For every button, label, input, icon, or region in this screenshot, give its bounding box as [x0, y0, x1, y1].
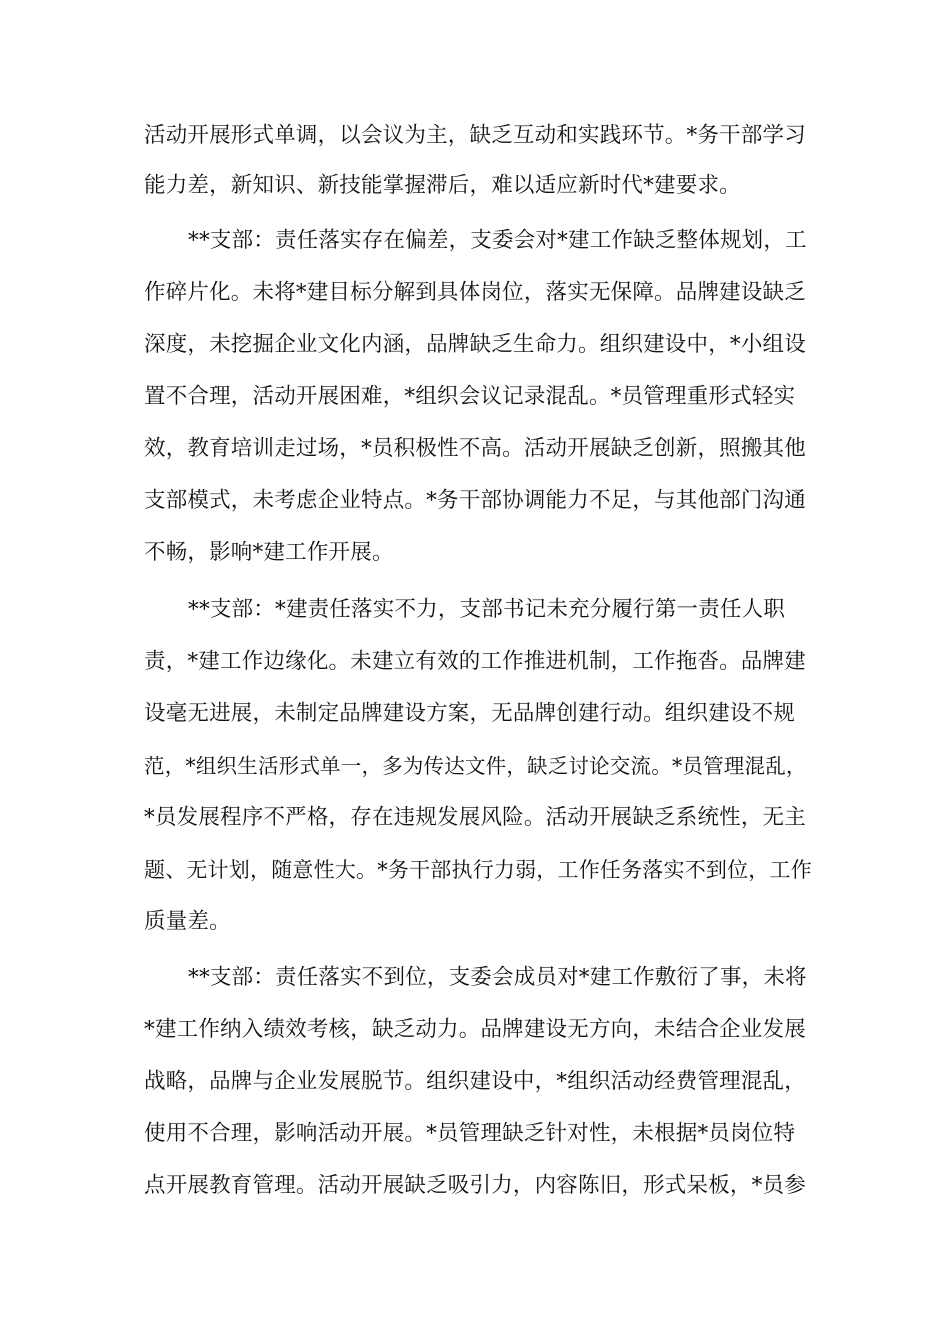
text-line: 质量差。	[144, 909, 231, 934]
text-line: **支部：责任落实不到位，支委会成员对*建工作敷衍了事，未将	[188, 965, 807, 990]
text-line: 题、无计划，随意性大。*务干部执行力弱，工作任务落实不到位，工作	[144, 858, 812, 882]
text-line: 支部模式，未考虑企业特点。*务干部协调能力不足，与其他部门沟通	[144, 488, 806, 513]
text-line: 设毫无进展，未制定品牌建设方案，无品牌创建行动。组织建设不规	[144, 701, 796, 726]
text-line: **支部：*建责任落实不力，支部书记未充分履行第一责任人职	[188, 597, 786, 622]
text-line: 活动开展形式单调，以会议为主，缺乏互动和实践环节。*务干部学习	[144, 123, 806, 148]
text-line: 作碎片化。未将*建目标分解到具体岗位，落实无保障。品牌建设缺乏	[144, 280, 806, 305]
text-line: *员发展程序不严格，存在违规发展风险。活动开展缺乏系统性，无主	[144, 805, 806, 830]
text-line: 责，*建工作边缘化。未建立有效的工作推进机制，工作拖沓。品牌建	[144, 649, 806, 674]
text-line: 深度，未挖掘企业文化内涵，品牌缺乏生命力。组织建设中，*小组设	[144, 332, 806, 357]
text-line: 使用不合理，影响活动开展。*员管理缺乏针对性，未根据*员岗位特	[144, 1121, 796, 1146]
text-line: 能力差，新知识、新技能掌握滞后，难以适应新时代*建要求。	[144, 173, 741, 198]
text-line: 不畅，影响*建工作开展。	[144, 540, 394, 565]
text-line: 效，教育培训走过场，*员积极性不高。活动开展缺乏创新，照搬其他	[144, 436, 806, 461]
text-line: **支部：责任落实存在偏差，支委会对*建工作缺乏整体规划，工	[188, 228, 807, 253]
text-line: *建工作纳入绩效考核，缺乏动力。品牌建设无方向，未结合企业发展	[144, 1017, 806, 1042]
text-line: 战略，品牌与企业发展脱节。组织建设中，*组织活动经费管理混乱，	[144, 1069, 806, 1094]
text-line: 点开展教育管理。活动开展缺乏吸引力，内容陈旧，形式呆板，*员参	[144, 1173, 806, 1198]
text-line: 范，*组织生活形式单一，多为传达文件，缺乏讨论交流。*员管理混乱，	[144, 754, 807, 778]
text-line: 置不合理，活动开展困难，*组织会议记录混乱。*员管理重形式轻实	[144, 384, 796, 409]
